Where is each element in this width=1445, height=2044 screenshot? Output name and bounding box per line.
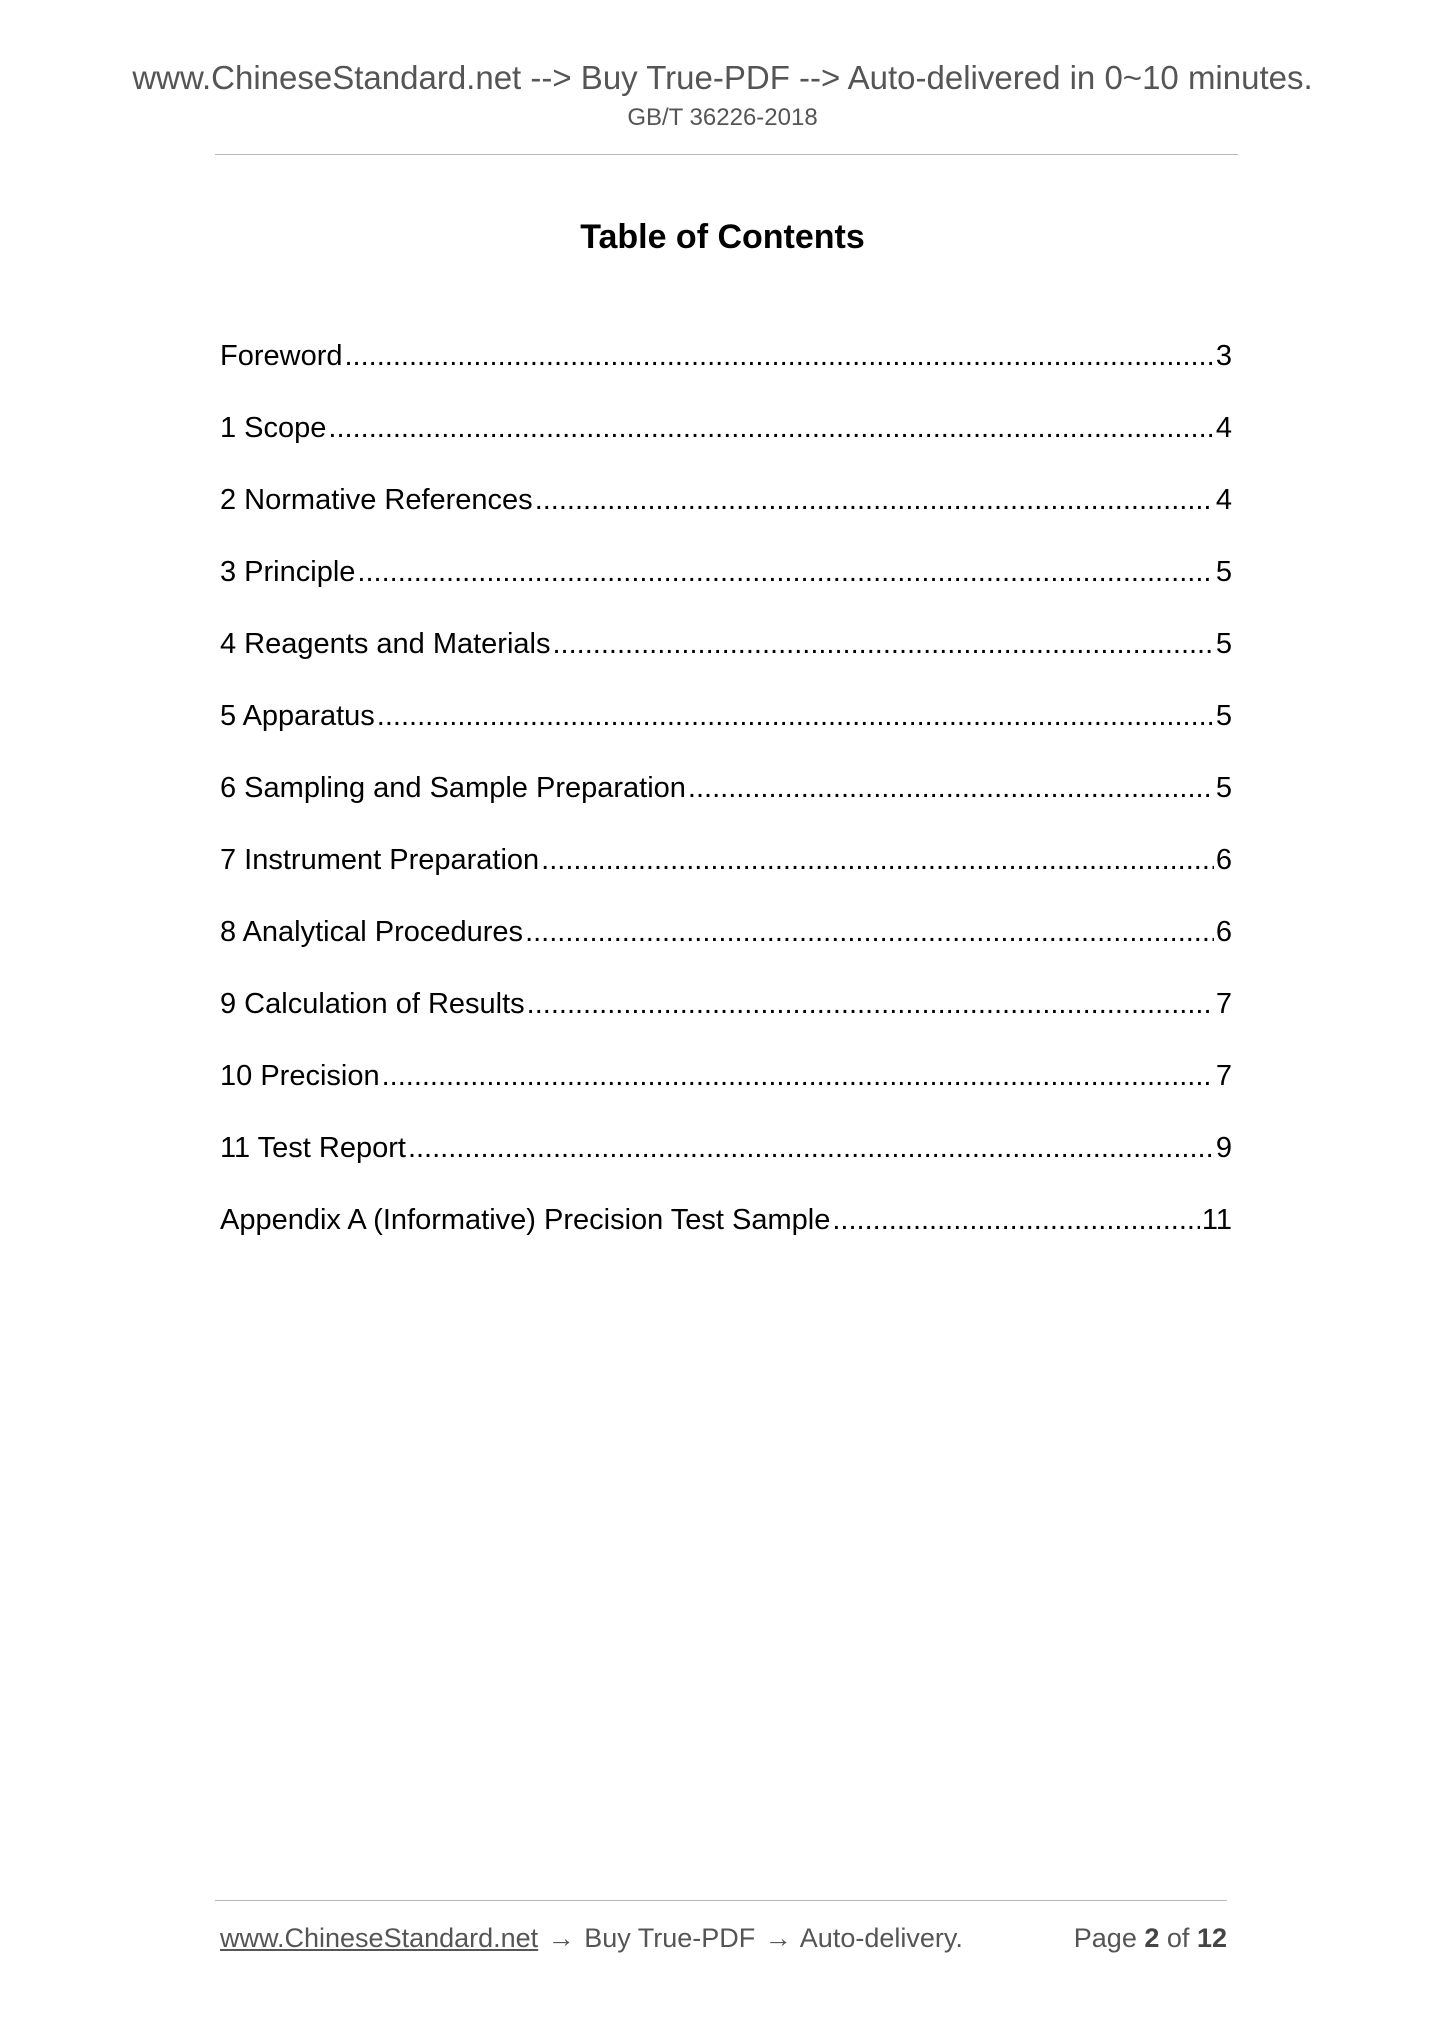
toc-dot-leader bbox=[525, 912, 1214, 952]
toc-dot-leader bbox=[382, 1056, 1214, 1096]
toc-entry-label: 8 Analytical Procedures bbox=[220, 916, 524, 948]
toc-dot-leader bbox=[688, 768, 1214, 808]
toc-entry[interactable] bbox=[220, 336, 1232, 408]
page-number bbox=[1074, 1918, 1227, 1958]
toc-entry[interactable] bbox=[220, 696, 1232, 768]
footer-delivery-text: Auto-delivery. bbox=[799, 1923, 963, 1953]
toc-entry[interactable] bbox=[220, 984, 1232, 1056]
footer-site-link[interactable]: www.ChineseStandard.net bbox=[220, 1923, 539, 1953]
toc-entry-page: 5 bbox=[1215, 628, 1232, 660]
toc-entry-page: 11 bbox=[1201, 1204, 1232, 1236]
toc-entry-page: 9 bbox=[1215, 1132, 1232, 1164]
current-page: 2 bbox=[1144, 1923, 1160, 1953]
arrow-right-icon: → bbox=[764, 1923, 792, 1953]
toc-entry-page: 7 bbox=[1215, 1060, 1232, 1092]
toc-entry-label: 4 Reagents and Materials bbox=[220, 628, 551, 660]
toc-entry-label: Foreword bbox=[220, 340, 343, 372]
total-pages: 12 bbox=[1196, 1923, 1227, 1953]
toc-entry[interactable] bbox=[220, 624, 1232, 696]
toc-entry[interactable] bbox=[220, 912, 1232, 984]
footer-promo bbox=[220, 1918, 963, 1958]
toc-entry-page: 5 bbox=[1215, 556, 1232, 588]
toc-entry-label: Appendix A (Informative) Precision Test Sample bbox=[220, 1204, 831, 1236]
page-footer bbox=[220, 1918, 1227, 1958]
toc-entry[interactable] bbox=[220, 552, 1232, 624]
toc-dot-leader bbox=[832, 1200, 1200, 1240]
toc-entry-page: 4 bbox=[1215, 484, 1232, 516]
toc-entry-page: 3 bbox=[1215, 340, 1232, 372]
toc-entry-label: 11 Test Report bbox=[220, 1132, 406, 1164]
toc-entry[interactable] bbox=[220, 408, 1232, 480]
toc-entry[interactable] bbox=[220, 480, 1232, 552]
toc-entry-label: 1 Scope bbox=[220, 412, 327, 444]
of-word: of bbox=[1166, 1923, 1190, 1953]
toc-entry-label: 3 Principle bbox=[220, 556, 356, 588]
toc-dot-leader bbox=[527, 984, 1214, 1024]
toc-entry-label: 7 Instrument Preparation bbox=[220, 844, 540, 876]
toc-entry-page: 7 bbox=[1215, 988, 1232, 1020]
toc-entry-page: 5 bbox=[1215, 772, 1232, 804]
toc-dot-leader bbox=[541, 840, 1214, 880]
toc-entry-page: 5 bbox=[1215, 700, 1232, 732]
footer-buy-text: Buy True-PDF bbox=[584, 1923, 756, 1953]
toc-entry[interactable] bbox=[220, 1200, 1232, 1272]
arrow-right-icon: → bbox=[547, 1923, 575, 1953]
toc-entry[interactable] bbox=[220, 840, 1232, 912]
toc-entry-page: 6 bbox=[1215, 916, 1232, 948]
toc-entry-label: 2 Normative References bbox=[220, 484, 533, 516]
toc-entry[interactable] bbox=[220, 1128, 1232, 1200]
toc-entry[interactable] bbox=[220, 768, 1232, 840]
toc-dot-leader bbox=[535, 480, 1214, 520]
toc-entry-label: 10 Precision bbox=[220, 1060, 380, 1092]
page-title: Table of Contents bbox=[580, 218, 865, 256]
header-banner-text: www.ChineseStandard.net --> Buy True-PDF --> Auto-delivered in 0~10 minutes. bbox=[132, 59, 1313, 96]
toc-dot-leader bbox=[345, 336, 1214, 376]
toc-entry-label: 6 Sampling and Sample Preparation bbox=[220, 772, 686, 804]
standard-code: GB/T 36226-2018 bbox=[627, 104, 818, 131]
footer-divider bbox=[215, 1900, 1227, 1901]
toc-dot-leader bbox=[552, 624, 1213, 664]
toc-dot-leader bbox=[408, 1128, 1214, 1168]
table-of-contents bbox=[220, 336, 1232, 1272]
toc-entry-label: 5 Apparatus bbox=[220, 700, 375, 732]
toc-dot-leader bbox=[377, 696, 1214, 736]
toc-entry-label: 9 Calculation of Results bbox=[220, 988, 525, 1020]
toc-dot-leader bbox=[357, 552, 1213, 592]
page-word: Page bbox=[1073, 1923, 1137, 1953]
toc-dot-leader bbox=[328, 408, 1213, 448]
page-header bbox=[0, 56, 1445, 136]
toc-entry[interactable] bbox=[220, 1056, 1232, 1128]
toc-entry-page: 6 bbox=[1215, 844, 1232, 876]
header-divider bbox=[215, 154, 1238, 155]
toc-entry-page: 4 bbox=[1215, 412, 1232, 444]
